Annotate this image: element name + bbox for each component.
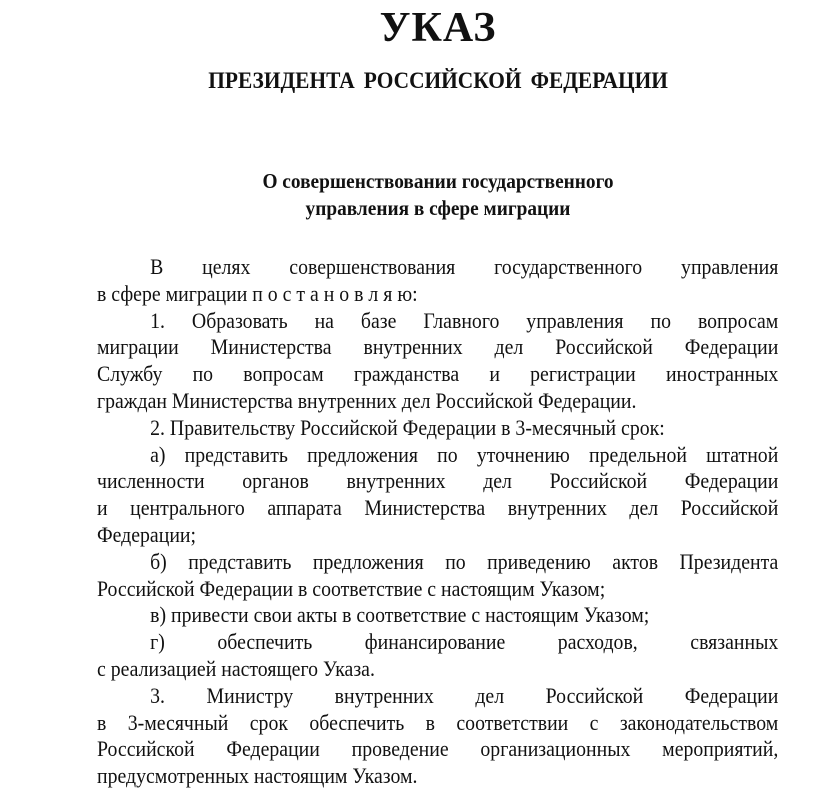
body-text-line: 2. Правительству Российской Федерации в 3-месячный срок:: [150, 414, 665, 440]
body-text-line: Российской Федерации в соответствие с настоящим Указом;: [97, 575, 606, 601]
body-text-line: в 3-месячный срок обеспечить в соответствии с законодательством: [97, 709, 779, 735]
document-title: УКАЗ: [379, 5, 497, 51]
subtitle-text: ПРЕЗИДЕНТА РОССИЙСКОЙ ФЕДЕРАЦИИ: [208, 68, 668, 93]
body-text-line: миграции Министерства внутренних дел Российской Федерации: [97, 334, 779, 360]
body-text-line: 3. Министру внутренних дел Российской Федерации: [150, 682, 779, 708]
heading-line: О совершенствовании государственного: [262, 169, 614, 193]
body-text-line: В целях совершенствования государственного управления: [150, 254, 779, 279]
body-text-line: б) представить предложения по приведению актов Президента: [150, 548, 779, 574]
document-body: [97, 254, 838, 790]
body-text-line: Службу по вопросам гражданства и регистрации иностранных: [97, 361, 779, 387]
body-text-line: в сфере миграции п о с т а н о в л я ю:: [97, 280, 418, 306]
body-text-line: г) обеспечить финансирование расходов, связанных: [150, 629, 779, 655]
body-text-line: Федерации;: [97, 521, 197, 547]
body-text-line: предусмотренных настоящим Указом.: [97, 763, 418, 789]
body-text-line: граждан Министерства внутренних дел Российской Федерации.: [97, 387, 637, 413]
body-text-line: 1. Образовать на базе Главного управления по вопросам: [150, 307, 779, 333]
body-text-line: в) привести свои акты в соответствие с настоящим Указом;: [150, 602, 650, 628]
body-text-line: численности органов внутренних дел Российской Федерации: [97, 468, 779, 494]
heading-line: управления в сфере миграции: [305, 196, 571, 220]
document-subtitle: [0, 68, 838, 94]
body-text-line: а) представить предложения по уточнению предельной штатной: [150, 441, 779, 467]
body-text-line: Российской Федерации проведение организационных мероприятий,: [97, 736, 779, 762]
document-heading: [0, 168, 838, 222]
body-text-line: с реализацией настоящего Указа.: [97, 655, 375, 681]
body-text-line: и центрального аппарата Министерства внутренних дел Российской: [97, 495, 779, 521]
